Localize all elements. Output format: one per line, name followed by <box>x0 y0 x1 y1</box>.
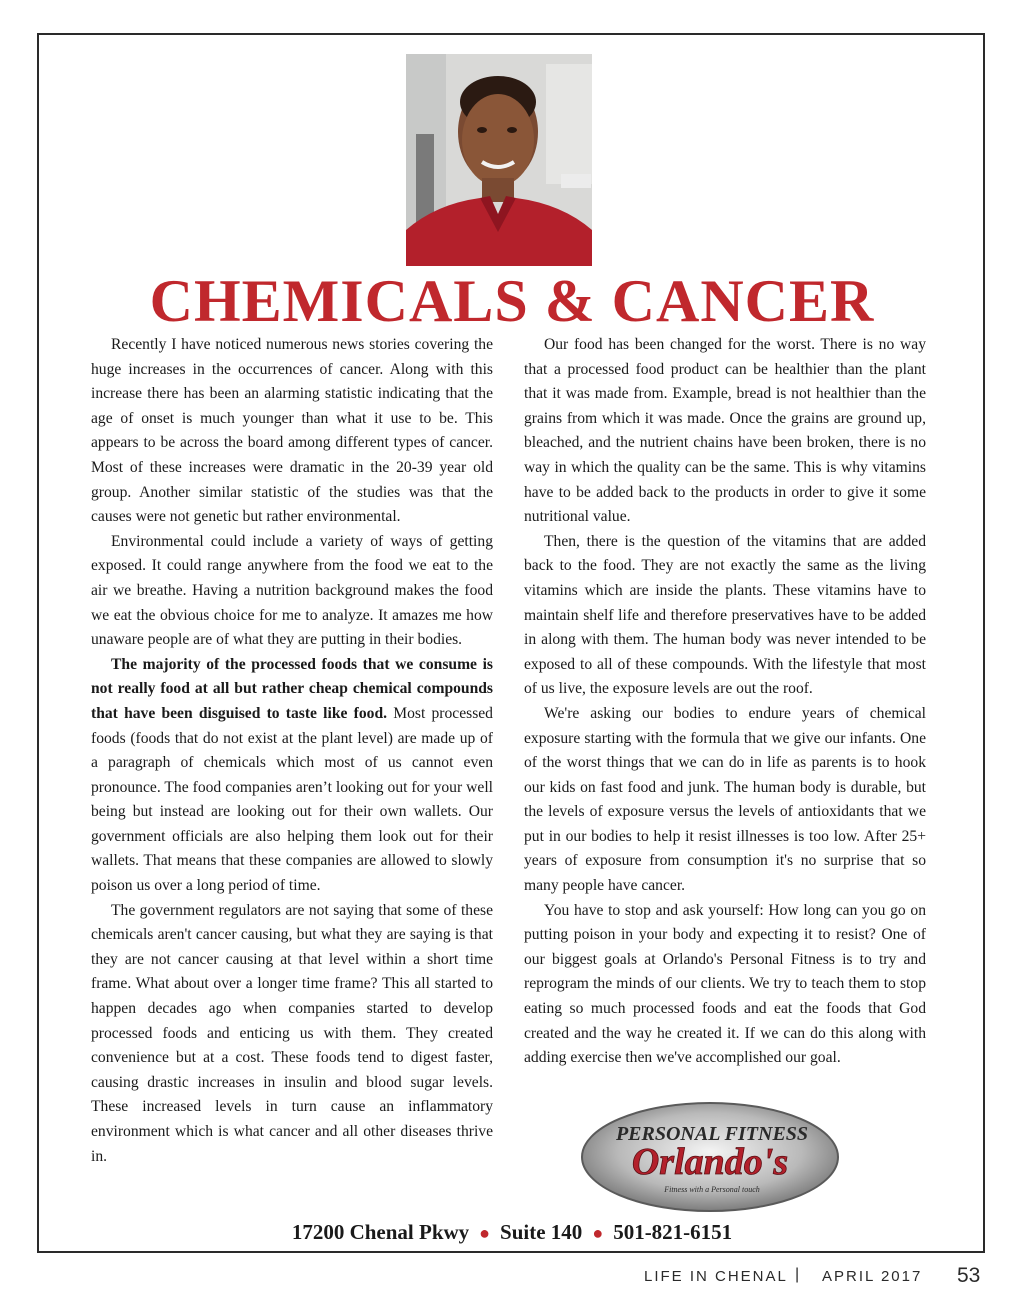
bullet-icon: ● <box>592 1223 604 1243</box>
author-photo <box>406 54 592 266</box>
page-number: 53 <box>957 1264 981 1287</box>
paragraph: You have to stop and ask yourself: How long can you go on putting poison in your body and expecting it to resist? One of our biggest goals at Orlando's Personal Fitness is to try and reprogram the minds of our clients. We try to teach them to stop eating so much processed foods and eat the foods that God created and the way he created it. If we can do this along with adding exercise then we've accomplished our goal. <box>524 901 926 1067</box>
phone-number: 501-821-6151 <box>613 1220 733 1244</box>
paragraph: Our food has been changed for the worst. There is no way that a processed food product can be healthier than the plant that it was made from. Example, bread is not healthier than the grains from which it was made. Once the grains are ground up, bleached, and the nutrient chains have been broken, there is no way in which the quality can be the same. This is why vitamins have to be added back to the products in order to give it some nutritional value. <box>524 336 926 526</box>
paragraph: Then, there is the question of the vitamins that are added back to the food. They are not exactly the same as the living vitamins which are inside the plants. These vitamins have to maintain shelf life and therefore preservatives have to be added in along with them. The human body was never intended to be exposed to all of these compounds. With the lifestyle that most of us live, the exposure levels are out the roof. <box>524 532 926 698</box>
suite: Suite 140 <box>500 1220 583 1244</box>
page-footer <box>0 1266 1024 1288</box>
contact-line <box>200 1219 824 1246</box>
orlandos-logo <box>580 1100 840 1214</box>
right-column <box>524 333 926 1071</box>
logo-line1: PERSONAL FITNESS <box>615 1123 809 1145</box>
street-address: 17200 Chenal Pkwy <box>291 1220 470 1244</box>
issue-date: APRIL 2017 <box>822 1268 923 1285</box>
paragraph <box>91 653 493 899</box>
logo-tagline: Fitness with a Personal touch <box>664 1185 760 1194</box>
magazine-name: LIFE IN CHENAL <box>644 1268 788 1285</box>
article-title: CHEMICALS & CANCER <box>149 268 875 334</box>
paragraph-continuation: Most processed foods (foods that do not exist at the plant level) are made up of a paragraph of chemicals which most of us cannot even pronounce. The food companies aren’t looking out for your well being but instead are looking out for their own wallets. Our government officials are also helping them look out for their wallets. That means that these companies are allowed to slowly poison us over a long period of time. <box>91 704 493 895</box>
footer-separator: | <box>795 1266 800 1283</box>
paragraph: The government regulators are not saying that some of these chemicals aren't cancer causing, but what they are saying is that they are not cancer causing at that level within a short time frame. What about over a longer time frame? This all started to happen decades ago when companies started to develop processed foods and enticing us with them. They created convenience but at a cost. These foods tend to digest faster, causing drastic increases in insulin and blood sugar levels. These increased levels in turn cause an inflammatory environment which is what cancer and all other diseases thrive in. <box>91 901 493 1165</box>
left-column <box>91 333 493 1169</box>
paragraph: Environmental could include a variety of ways of getting exposed. It could range anywhere from the food we eat to the air we breathe. Having a nutrition background makes the food we eat the obvious choice for me to analyze. It amazes me how unaware people are of what they are putting in their bodies. <box>91 532 493 649</box>
bullet-icon: ● <box>479 1223 491 1243</box>
bold-lead: The majority of the processed foods that we consume is not really food at all but rather cheap chemical compounds that have been disguised to taste like food. <box>91 655 493 722</box>
paragraph: We're asking our bodies to endure years of chemical exposure starting with the formula that we give our infants. One of the worst things that we can do in life as parents is to hook our kids on fast food and junk. The human body is durable, but the levels of exposure versus the levels of antioxidants that we put in our bodies to help it resist illnesses is too low. After 25+ years of exposure from consumption it's no surprise that so many people have cancer. <box>524 704 926 895</box>
logo-line2: Orlando's <box>631 1141 789 1183</box>
paragraph: Recently I have noticed numerous news stories covering the huge increases in the occurrences of cancer. Along with this increase there has been an alarming statistic indicating that the age of onset is much younger than what it use to be. This appears to be across the board among different types of cancer. Most of these increases were dramatic in the 20-39 year old group. Another similar statistic of the studies was that the causes were not genetic but rather environmental. <box>91 336 493 526</box>
